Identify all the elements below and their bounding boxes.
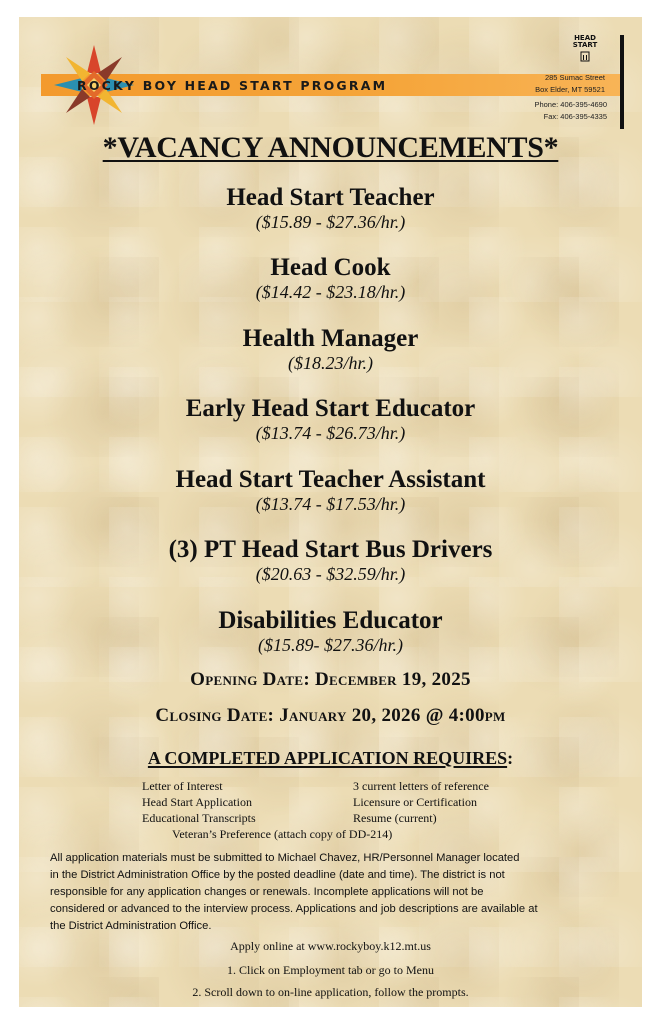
page-title-text: *VACANCY ANNOUNCEMENTS* [102, 131, 559, 164]
head-start-logo [565, 35, 605, 64]
job-title: (3) PT Head Start Bus Drivers [168, 536, 493, 563]
notice-line: in the District Administration Office by the posted deadline (date and time). The district is not [50, 869, 505, 881]
requirement-item: Educational Transcripts [142, 811, 256, 825]
requirement-item: Licensure or Certification [353, 795, 477, 809]
job-listing [19, 395, 642, 443]
opening-date: Opening Date: December 19, 2025 [190, 669, 471, 690]
job-title: Health Manager [242, 325, 419, 352]
phone-number: Phone: 406-395-4690 [534, 100, 607, 109]
address-line2: Box Elder, MT 59521 [535, 85, 605, 94]
requirement-item: Veteran’s Preference (attach copy of DD-214) [172, 827, 393, 841]
job-title: Early Head Start Educator [185, 395, 476, 422]
requirements-heading-colon: : [507, 748, 514, 768]
requirement-item: 3 current letters of reference [353, 779, 489, 793]
address-line1: 285 Sumac Street [544, 73, 605, 82]
header-divider-bar [620, 35, 624, 129]
flyer-page [19, 17, 642, 1007]
job-pay: ($18.23/hr.) [288, 353, 373, 373]
logo-text-head: HEAD [574, 34, 596, 42]
requirement-item: Letter of Interest [142, 779, 223, 793]
building-icon [580, 51, 590, 62]
job-pay: ($20.63 - $32.59/hr.) [255, 564, 406, 584]
requirement-item: Resume (current) [353, 811, 437, 825]
notice-line: the District Administration Office. [50, 920, 212, 932]
notice-line: considered or advanced to the interview process. Applications and job descriptions are available at [50, 903, 538, 915]
job-title: Head Start Teacher [226, 184, 435, 211]
apply-step-2: 2. Scroll down to on-line application, follow the prompts. [192, 985, 469, 999]
logo-text-start: START [572, 41, 598, 49]
requirements-heading-text: A COMPLETED APPLICATION REQUIRES [147, 748, 508, 768]
job-title: Disabilities Educator [218, 607, 443, 634]
page-title [19, 131, 642, 165]
job-listing [19, 536, 642, 584]
requirement-item: Head Start Application [142, 795, 252, 809]
job-pay: ($13.74 - $26.73/hr.) [255, 423, 406, 443]
fax-number: Fax: 406-395-4335 [543, 112, 607, 121]
program-name: ROCKY BOY HEAD START PROGRAM [77, 78, 388, 93]
job-pay: ($13.74 - $17.53/hr.) [255, 494, 406, 514]
job-listing [19, 254, 642, 302]
job-title: Head Cook [270, 254, 391, 281]
job-pay: ($15.89 - $27.36/hr.) [255, 212, 406, 232]
job-listing [19, 325, 642, 373]
job-listing [19, 466, 642, 514]
job-pay: ($14.42 - $23.18/hr.) [255, 282, 406, 302]
closing-date: Closing Date: January 20, 2026 @ 4:00pm [155, 705, 506, 726]
job-listing [19, 184, 642, 232]
apply-online: Apply online at www.rockyboy.k12.mt.us [230, 939, 431, 953]
apply-step-1: 1. Click on Employment tab or go to Menu [227, 963, 434, 977]
requirements-heading [19, 748, 642, 769]
job-title: Head Start Teacher Assistant [175, 466, 486, 493]
application-notice [50, 850, 610, 935]
notice-line: All application materials must be submitted to Michael Chavez, HR/Personnel Manager located [50, 852, 520, 864]
job-listing [19, 607, 642, 655]
notice-line: responsible for any application changes or renewals. Incomplete applications will not be [50, 886, 484, 898]
job-pay: ($15.89- $27.36/hr.) [258, 635, 403, 655]
